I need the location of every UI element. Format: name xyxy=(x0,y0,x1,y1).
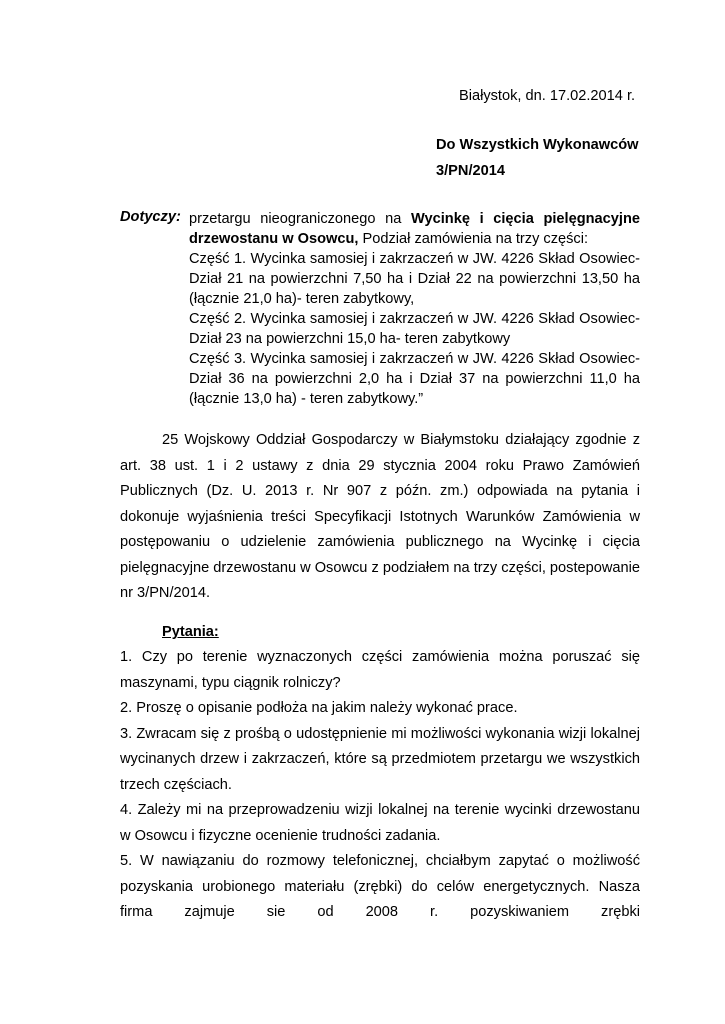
case-number: 3/PN/2014 xyxy=(436,163,505,179)
recipient: Do Wszystkich Wykonawców xyxy=(436,137,639,153)
subject-body xyxy=(189,209,640,409)
question-5: 5. W nawiązaniu do rozmowy telefonicznej, chciałbym zapytać o możliwość pozyskania urobionego materiału (zrębki) do celów energetycznych. Nasza firma zajmuje sie od 2008 r. pozyskiwaniem zrębki xyxy=(120,853,640,920)
subject-part-2: Część 2. Wycinka samosiej i zakrzaczeń w JW. 4226 Skład Osowiec- Dział 23 na powierzchni 15,0 ha- teren zabytkowy xyxy=(189,311,640,347)
questions-heading: Pytania: xyxy=(162,624,219,640)
question-4: 4. Zależy mi na przeprowadzeniu wizji lokalnej na terenie wycinki drzewostanu w Osowcu i fizyczne ocenienie trudności zadania. xyxy=(120,802,640,844)
question-2: 2. Proszę o opisanie podłoża na jakim należy wykonać prace. xyxy=(120,700,518,716)
subject-intro-prefix: przetargu nieograniczonego na xyxy=(189,211,411,227)
subject-part-3: Część 3. Wycinka samosiej i zakrzaczeń w JW. 4226 Skład Osowiec- Dział 36 na powierzchni 2,0 ha i Dział 37 na powierzchni 11,0 ha (łącznie 13,0 ha) - teren zabytkowy.” xyxy=(189,351,640,407)
subject-intro-bold: Wycinkę i cięcia pielęgnacyjne drzewostanu w Osowcu, xyxy=(189,211,640,247)
subject-intro xyxy=(189,209,640,249)
subject-intro-suffix: Podział zamówienia na trzy części: xyxy=(358,231,589,247)
question-1: 1. Czy po terenie wyznaczonych części zamówienia można poruszać się maszynami, typu ciągnik rolniczy? xyxy=(120,649,640,691)
main-paragraph: 25 Wojskowy Oddział Gospodarczy w Białymstoku działający zgodnie z art. 38 ust. 1 i 2 ustawy z dnia 29 stycznia 2004 roku Prawo Zamówień Publicznych (Dz. U. 2013 r. Nr 907 z późn. zm.) odpowiada na pytania i dokonuje wyjaśnienia treści Specyfikacji Istotnych Warunków Zamówienia w postępowaniu o udzielenie zamówienia publicznego na Wycinkę i cięcia pielęgnacyjne drzewostanu w Osowcu z podziałem na trzy części, postepowanie nr 3/PN/2014. xyxy=(120,432,640,601)
questions-list xyxy=(120,645,640,926)
question-3: 3. Zwracam się z prośbą o udostępnienie mi możliwości wykonania wizji lokalnej wycinanych drzew i zakrzaczeń, które są przedmiotem przetargu we wszystkich trzech częściach. xyxy=(120,725,640,793)
subject-part-1: Część 1. Wycinka samosiej i zakrzaczeń w JW. 4226 Skład Osowiec- Dział 21 na powierzchni 7,50 ha i Dział 22 na powierzchni 13,50 ha (łącznie 21,0 ha)- teren zabytkowy, xyxy=(189,251,640,307)
subject-label: Dotyczy: xyxy=(120,209,181,225)
place-date: Białystok, dn. 17.02.2014 r. xyxy=(459,88,636,104)
